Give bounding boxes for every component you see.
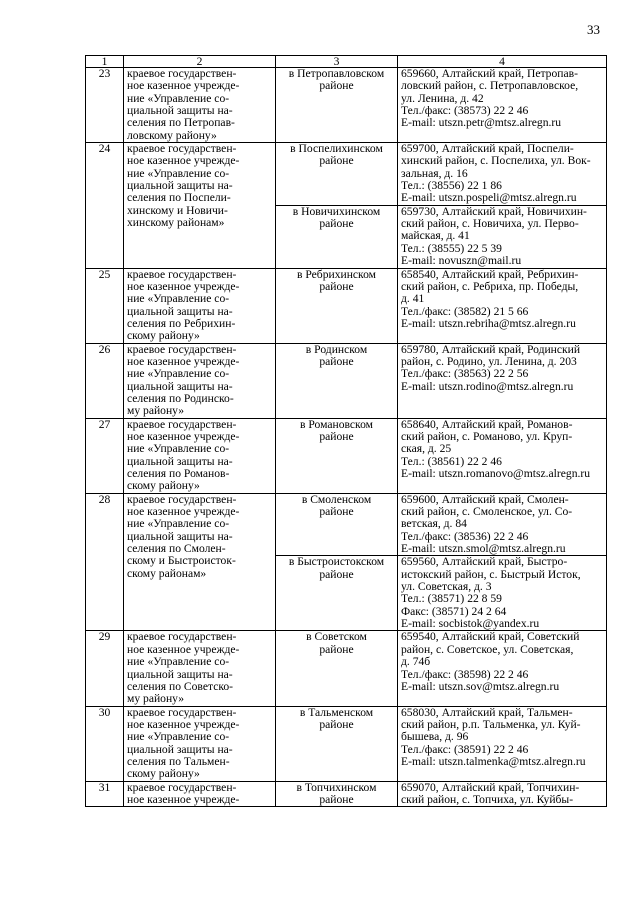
header-col-4: 4 (398, 56, 607, 68)
district-area: в Петропавловском районе (276, 68, 398, 143)
row-number: 29 (86, 631, 124, 706)
header-col-3: 3 (276, 56, 398, 68)
table-row (86, 706, 607, 781)
institutions-table (85, 55, 607, 807)
district-address: 659600, Алтайский край, Смолен- ский район, с. Смоленское, ул. Со- ветская, д. 84 Тел./факс: (38536) 22 2 46 E-mail: utszn.smol@mtsz.alregn.ru (398, 493, 607, 556)
header-col-1: 1 (86, 56, 124, 68)
institution-name: краевое государствен- ное казенное учрежде- ние «Управление со- циальной защиты на- селения по Поспели- хинскому и Новичи- хинскому районам» (124, 143, 276, 268)
district-area: в Романовском районе (276, 418, 398, 493)
row-number: 27 (86, 418, 124, 493)
district-address: 659070, Алтайский край, Топчихин- ский район, с. Топчиха, ул. Куйбы- (398, 781, 607, 807)
table-header-row (86, 56, 607, 68)
district-address: 658640, Алтайский край, Романов- ский район, с. Романово, ул. Круп- ская, д. 25 Тел.: (38561) 22 2 46 E-mail: utszn.romanovo@mtsz.alregn.ru (398, 418, 607, 493)
district-address: 659700, Алтайский край, Поспели- хинский район, с. Поспелиха, ул. Вок- зальная, д. 16 Тел.: (38556) 22 1 86 E-mail: utszn.pospeli@mtsz.alregn.ru (398, 143, 607, 206)
table-body (86, 68, 607, 807)
institution-name: краевое государствен- ное казенное учрежде- ние «Управление со- циальной защиты на- селения по Смолен- скому и Быстроисток- скому районам» (124, 493, 276, 631)
row-number: 26 (86, 343, 124, 418)
district-address: 658030, Алтайский край, Тальмен- ский район, р.п. Тальменка, ул. Куй- бышева, д. 96 Тел./факс: (38591) 22 2 46 E-mail: utszn.talmenka@mtsz.alregn.ru (398, 706, 607, 781)
header-col-2: 2 (124, 56, 276, 68)
row-number: 24 (86, 143, 124, 268)
table-row (86, 631, 607, 706)
district-address: 659780, Алтайский край, Родинский район, с. Родино, ул. Ленина, д. 203 Тел./факс: (38563) 22 2 56 E-mail: utszn.rodino@mtsz.alregn.ru (398, 343, 607, 418)
district-area: в Родинском районе (276, 343, 398, 418)
district-address: 659540, Алтайский край, Советский район, с. Советское, ул. Советская, д. 74б Тел./факс: (38598) 22 2 46 E-mail: utszn.sov@mtsz.alregn.ru (398, 631, 607, 706)
district-area: в Тальменском районе (276, 706, 398, 781)
institution-name: краевое государствен- ное казенное учрежде- ние «Управление со- циальной защиты на- селения по Родинско- му району» (124, 343, 276, 418)
institution-name: краевое государствен- ное казенное учрежде- ние «Управление со- циальной защиты на- селения по Тальмен- скому району» (124, 706, 276, 781)
row-number: 30 (86, 706, 124, 781)
row-number: 28 (86, 493, 124, 631)
district-address: 659560, Алтайский край, Быстро- истокский район, с. Быстрый Исток, ул. Советская, д. 3 Тел.: (38571) 22 8 59 Факс: (38571) 24 2 64 E-mail: socbistok@yandex.ru (398, 556, 607, 631)
page-number: 33 (587, 22, 600, 37)
district-area: в Быстроистокском районе (276, 556, 398, 631)
table-row (86, 143, 607, 206)
district-area: в Ребрихинском районе (276, 268, 398, 343)
district-address: 659660, Алтайский край, Петропав- ловский район, с. Петропавловское, ул. Ленина, д. 42 Тел./факс: (38573) 22 2 46 E-mail: utszn.petr@mtsz.alregn.ru (398, 68, 607, 143)
table-row (86, 493, 607, 556)
institution-name: краевое государствен- ное казенное учрежде- ние «Управление со- циальной защиты на- селения по Советско- му району» (124, 631, 276, 706)
row-number: 25 (86, 268, 124, 343)
table-row (86, 68, 607, 143)
institution-name: краевое государствен- ное казенное учрежде- ние «Управление со- циальной защиты на- селения по Романов- скому району» (124, 418, 276, 493)
district-address: 659730, Алтайский край, Новичихин- ский район, с. Новичиха, ул. Перво- майская, д. 41 Тел.: (38555) 22 5 39 E-mail: novuszn@mail.ru (398, 205, 607, 268)
district-area: в Топчихинском районе (276, 781, 398, 807)
district-area: в Советском районе (276, 631, 398, 706)
district-area: в Поспелихинском районе (276, 143, 398, 206)
table-row (86, 343, 607, 418)
institution-name: краевое государствен- ное казенное учрежде- (124, 781, 276, 807)
district-area: в Смоленском районе (276, 493, 398, 556)
table-row (86, 781, 607, 807)
district-address: 658540, Алтайский край, Ребрихин- ский район, с. Ребриха, пр. Победы, д. 41 Тел./факс: (38582) 21 5 66 E-mail: utszn.rebriha@mtsz.alregn.ru (398, 268, 607, 343)
institution-name: краевое государствен- ное казенное учрежде- ние «Управление со- циальной защиты на- селения по Ребрихин- скому району» (124, 268, 276, 343)
row-number: 23 (86, 68, 124, 143)
table-row (86, 418, 607, 493)
institution-name: краевое государствен- ное казенное учрежде- ние «Управление со- циальной защиты на- селения по Петропав- ловскому району» (124, 68, 276, 143)
district-area: в Новичихинском районе (276, 205, 398, 268)
row-number: 31 (86, 781, 124, 807)
table-row (86, 268, 607, 343)
